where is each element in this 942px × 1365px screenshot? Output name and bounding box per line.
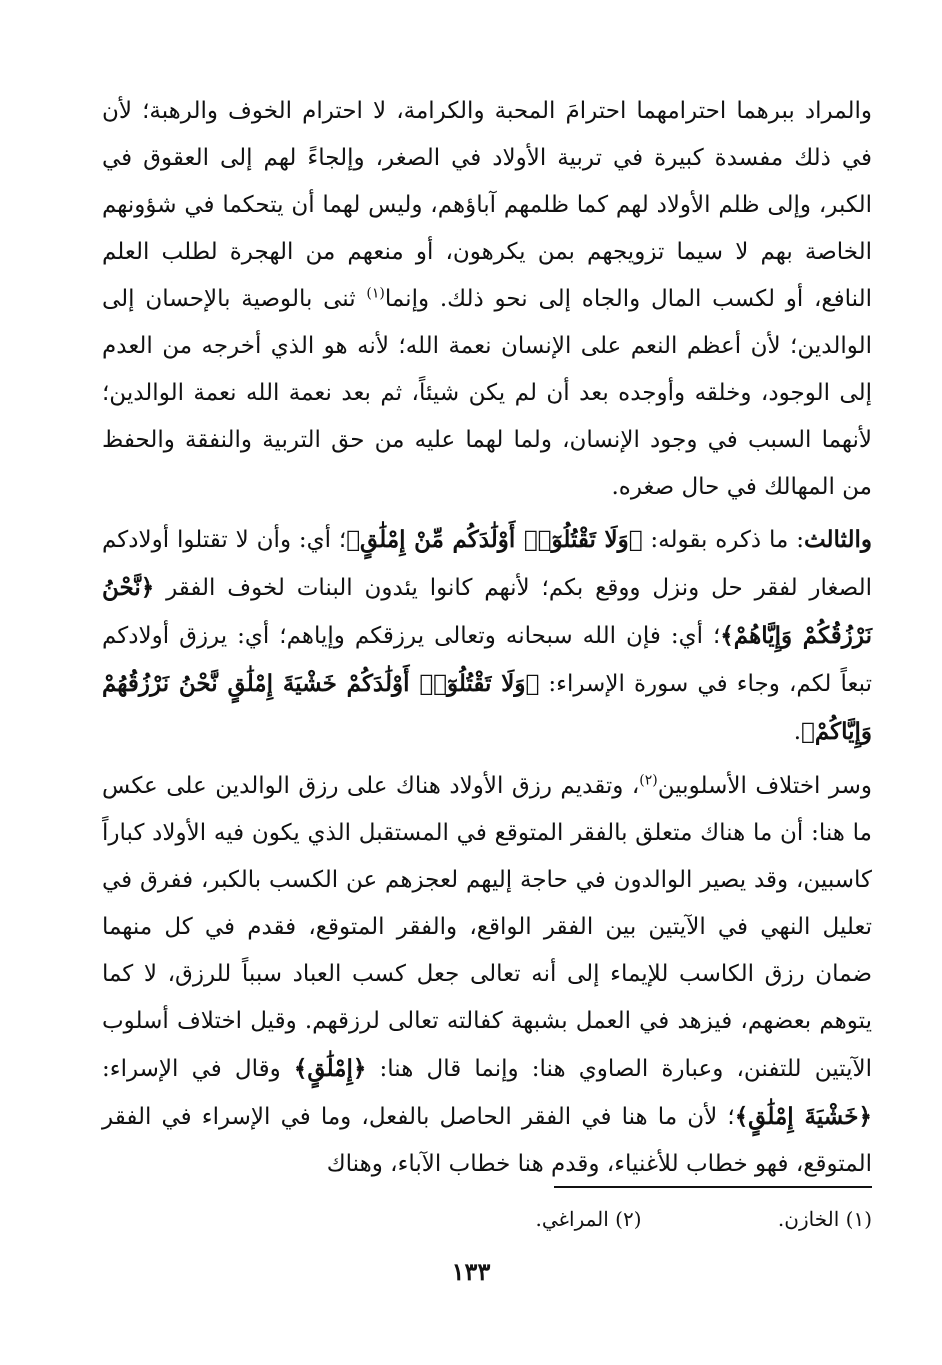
paragraph-styles-difference	[102, 763, 872, 1188]
paragraph-text: ؛ أي: فإن الله سبحانه وتعالى يرزقكم وإياهم؛ أي: يرزق أولادكم تبعاً لكم، وجاء في سورة الإسراء:	[102, 623, 872, 697]
footnote-divider	[554, 1186, 872, 1188]
paragraph-text: والمراد ببرهما احترامهما احترامَ المحبة والكرامة، لا احترام الخوف والرهبة؛ لأن في ذلك مفسدة كبيرة في تربية الأولاد في الصغر، وإلجاءً لهم إلى العقوق في الكبر، وإلى ظلم الأولاد لهم كما ظلمهم آباؤهم، وليس لهما أن يتحكما في شؤونهم الخاصة بهم لا سيما تزويجهم بمن يكرهون، أو منعهم من الهجرة لطلب العلم النافع، أو لكسب المال والجاه إلى نحو ذلك. وإنما	[102, 98, 872, 312]
footnote-marker-1[interactable]: (١)	[366, 285, 385, 302]
paragraph-text: وقال في الإسراء:	[102, 1056, 294, 1082]
footnote-marker-2[interactable]: (٢)	[639, 772, 658, 789]
quran-verse: ﴿نَّحْنُ نَرْزُقُكُمْ وَإِيَّاهُمْ﴾	[102, 574, 872, 649]
quran-verse: ﴿وَلَا تَقْتُلُوٓا۟ أَوْلَٰدَكُمْ خَشْيَةَ إِمْلَٰقٍ نَّحْنُ نَرْزُقُهُمْ وَإِيَّاكُمْ﴾	[102, 670, 872, 745]
paragraph-text: وسر اختلاف الأسلوبين	[657, 773, 872, 799]
paragraph-text: ، وتقديم رزق الأولاد هناك على رزق الوالدين على عكس ما هنا: أن ما هناك متعلق بالفقر المتوقع في المستقبل الذي يكون فيه الأولاد كباراً كاسبين، وقد يصير الوالدون في حاجة إليهم لعجزهم عن الكسب بالكبر، ففرق في تعليل النهي في الآيتين بين الفقر الواقع، والفقر المتوقع، فقدم في كل منهما ضمان رزق الكاسب للإيماء إلى أنه تعالى جعل كسب العباد سبباً للرزق، لا كما يتوهم بعضهم، فيزهد في العمل بشبهة كفالته تعالى لرزقهم. وقيل اختلاف أسلوب الآيتين للتفنن، وعبارة الصاوي هنا: وإنما قال هنا:	[102, 773, 873, 1082]
paragraph-text: ثنى بالوصية بالإحسان إلى الوالدين؛ لأن أعظم النعم على الإنسان نعمة الله؛ لأنه هو الذي أخرجه من العدم إلى الوجود، وخلقه وأوجده بعد أن لم يكن شيئاً، ثم بعد نعمة الله نعمة الوالدين؛ لأنهما السبب في وجود الإنسان، ولما لهما عليه من حق التربية والنفقة والحفظ من المهالك في حال صغره.	[102, 286, 872, 500]
paragraph-parents-honor	[102, 88, 872, 511]
paragraph-third	[102, 516, 872, 756]
quran-verse: ﴿إِمْلَٰقٍ﴾	[293, 1055, 367, 1082]
paragraph-text: ؛ لأن ما هنا في الفقر الحاصل بالفعل، وما في الإسراء في الفقر المتوقع، فهو خطاب للأغنياء، وقدم هنا خطاب الآباء، وهناك	[102, 1104, 872, 1177]
footnote-1: (١) الخازن.	[777, 1207, 872, 1231]
section-lead: والثالث	[803, 526, 872, 553]
paragraph-text: .	[793, 719, 802, 745]
quran-verse: ﴿خَشْيَةَ إِمْلَٰقٍ﴾	[734, 1103, 872, 1130]
quran-verse: ﴿وَلَا تَقْتُلُوٓا۟ أَوْلَٰدَكُم مِّنْ إِمْلَٰقٍ﴾	[346, 526, 643, 553]
page-number: ١٣٣	[451, 1257, 491, 1286]
footnotes	[102, 1204, 872, 1234]
footnote-2: (٢) المراغي.	[535, 1207, 642, 1231]
paragraph-text: : ما ذكره بقوله:	[642, 527, 804, 553]
paragraph-text: ؛ أي: وأن لا تقتلوا أولادكم الصغار لفقر حل ونزل ووقع بكم؛ لأنهم كانوا يئدون البنات لخوف الفقر	[102, 527, 872, 601]
